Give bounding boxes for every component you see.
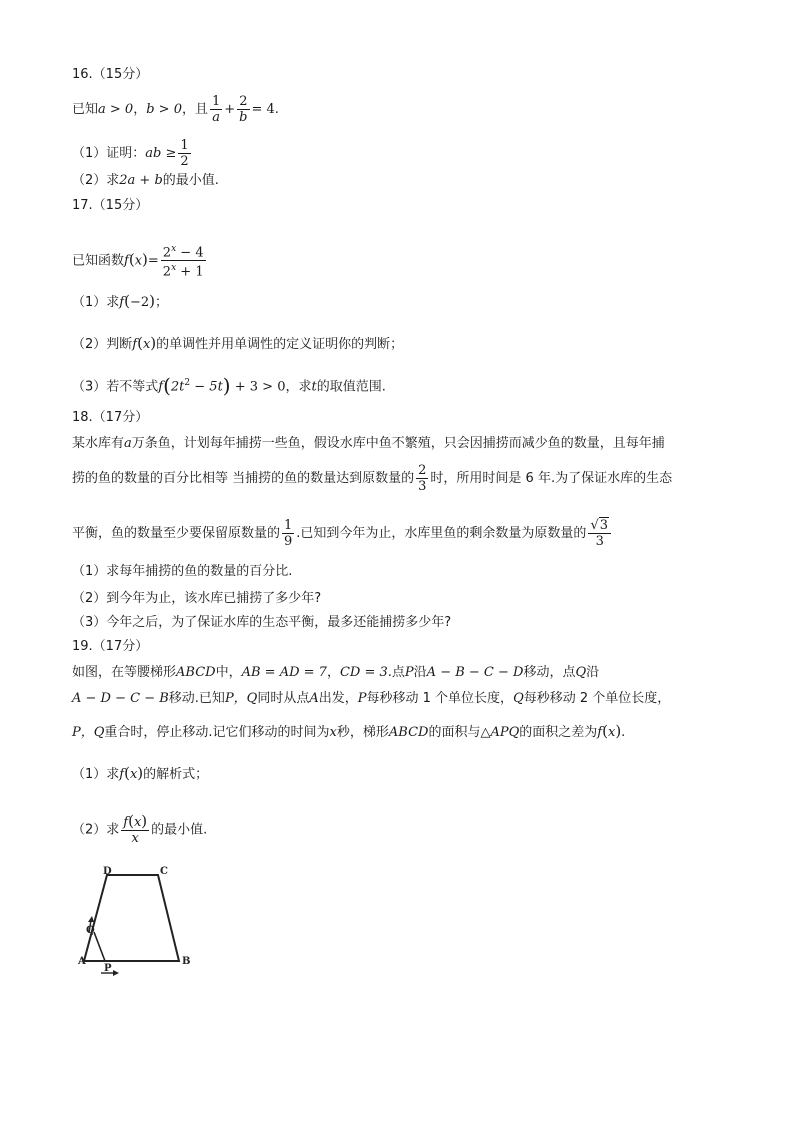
- q18-frac-sqrt3-3: [588, 518, 611, 549]
- q19-l1-f: 移动，点: [523, 665, 576, 680]
- q17-header: 17.（15分）: [72, 198, 149, 213]
- q17-p3-ineq: + 3 > 0: [230, 379, 286, 395]
- q17-p1-f: f: [119, 295, 125, 310]
- q18-header: 18.（17分）: [72, 410, 149, 425]
- q16-p1-label: （1）证明：: [72, 146, 146, 161]
- q17-numerator: [161, 242, 206, 261]
- frac-denominator: 3: [418, 479, 427, 494]
- q17-x: x: [134, 253, 143, 269]
- q18-frac-1-9: [282, 518, 294, 549]
- num-base: 2: [162, 245, 172, 261]
- den-exp: x: [171, 263, 177, 274]
- q16-header: 16.（15分）: [72, 67, 149, 82]
- q17-p3-mid: ，求: [285, 379, 312, 395]
- q16-sep2: ，且: [181, 102, 208, 117]
- q19-line1: [72, 664, 599, 682]
- q16-stem-end: .: [274, 102, 279, 117]
- q19-l1-p: P: [404, 665, 414, 680]
- q18-part1: （1）求每年捕捞的鱼的数量的百分比.: [72, 564, 293, 579]
- q18-part3: （3）今年之后，为了保证水库的生态平衡，最多还能捕捞多少年?: [72, 615, 452, 630]
- q17-p3-arg-b: − 5t: [190, 379, 223, 395]
- q16-frac-2-over-b: [237, 94, 249, 125]
- segment-pq: [94, 932, 105, 961]
- q19-p2-rest: 的最小值.: [151, 822, 208, 838]
- q19-l3-f: f: [597, 725, 603, 740]
- q17-part2: （2）判断f(x)的单调性并用单调性的定义证明你的判断；: [72, 334, 404, 352]
- num-exp: x: [171, 244, 177, 254]
- q16-p2-expr: 2a + b: [119, 173, 163, 188]
- q17-p2-rest: 的单调性并用单调性的定义证明你的判断；: [156, 337, 404, 352]
- trapezoid-abcd: [84, 875, 179, 961]
- q17-p1-end: ；: [154, 295, 168, 310]
- q16-p1-expr: ab ≥: [145, 146, 177, 161]
- frac-denominator: a: [212, 110, 220, 125]
- q19-l2-Q: Q: [513, 691, 524, 706]
- q19-l1-c: ，: [326, 665, 340, 680]
- q19-l3-abcd: ABCD: [388, 725, 429, 740]
- sqrt-radicand: 3: [599, 518, 609, 533]
- q19-p1-label: （1）求: [72, 767, 120, 782]
- frac-numerator: f(x): [123, 812, 148, 830]
- q19-l3-end: .: [621, 725, 626, 740]
- sqrt-sign: √: [590, 518, 599, 533]
- q18-line3: [72, 518, 613, 549]
- q19-part2: [72, 814, 207, 846]
- q19-p2-frac: [121, 814, 149, 846]
- q16-cond-b: b > 0: [146, 102, 182, 117]
- q17-part1: （1）求f(−2)；: [72, 292, 168, 310]
- q19-l2-A: A: [309, 691, 319, 706]
- q16-part1: [72, 138, 193, 169]
- q16-p2-suffix: 的最小值.: [162, 173, 219, 188]
- q19-l2-a: 移动.已知: [168, 691, 225, 706]
- q17-part3: （3）若不等式$f(2t^2 - 5t) + 3 > 0$，求t的取值范围.: [72, 373, 386, 398]
- den-base: 2: [162, 264, 172, 280]
- q17-p3-var: t: [311, 379, 317, 395]
- q18-frac-2-3: [416, 463, 428, 494]
- frac-numerator: 2: [418, 463, 427, 478]
- q18-line1-a: 某水库有: [72, 436, 125, 451]
- q18-part2: （2）到今年为止，该水库已捕捞了多少年?: [72, 591, 322, 606]
- q19-l1-abcd: ABCD: [176, 665, 216, 680]
- q19-l3-x: x: [329, 725, 337, 740]
- label-Q: Q: [86, 925, 95, 936]
- frac-denominator: x: [131, 831, 139, 846]
- q17-eq: =: [147, 253, 159, 269]
- q19-l3-b: 秒，梯形: [336, 725, 389, 740]
- frac-numerator: 1: [211, 94, 221, 109]
- frac-denominator: b: [239, 110, 248, 125]
- q19-l1-a: 如图，在等腰梯形: [72, 665, 177, 680]
- q19-l2-e: 每秒移动 2 个单位长度，: [523, 691, 671, 706]
- q17-stem-prefix: 已知函数: [72, 253, 125, 269]
- q18-line2: [72, 463, 672, 494]
- q18-line3-b: .已知到今年为止，水库里鱼的剩余数量为原数量的: [296, 526, 587, 541]
- q19-l2-b: 同时从点: [257, 691, 310, 706]
- q17-p1-arg: −2: [129, 295, 150, 310]
- label-C: C: [160, 866, 168, 877]
- den-rest: + 1: [176, 264, 204, 280]
- q19-l2-d: 每秒移动 1 个单位长度，: [366, 691, 514, 706]
- q19-l2-pq: P，Q: [224, 691, 258, 706]
- q17-p3-end: 的取值范围.: [316, 379, 386, 395]
- q16-sep1: ，: [133, 102, 147, 117]
- q17-function-frac: [161, 242, 206, 280]
- num-rest: − 4: [176, 245, 204, 261]
- arrow-q-head: [88, 916, 94, 922]
- label-P: P: [104, 963, 112, 974]
- q19-line2: [72, 690, 670, 708]
- q19-p1-x: x: [129, 767, 138, 782]
- q18-var-a: a: [124, 436, 132, 451]
- q19-l1-d: .点: [387, 665, 405, 680]
- q19-l1-q: Q: [575, 665, 587, 680]
- q19-l3-c: 的面积与: [428, 725, 481, 740]
- q19-l2-path2: A − D − C − B: [72, 691, 169, 706]
- num-f: f: [123, 815, 129, 830]
- q19-part1: （1）求f(x)的解析式；: [72, 764, 209, 782]
- frac-numerator: 1: [180, 138, 189, 153]
- q16-equals: = 4: [251, 102, 275, 117]
- arrow-p-head: [113, 970, 119, 976]
- q19-l2-P: P: [357, 691, 367, 706]
- q19-l1-path1: A − B − C − D: [426, 665, 524, 680]
- num-x: x: [133, 815, 142, 830]
- q17-p1-label: （1）求: [72, 295, 120, 310]
- q17-p3-arg-exp: 2: [184, 378, 191, 388]
- frac-numerator: 2: [237, 94, 249, 110]
- trapezoid-figure: [74, 860, 202, 978]
- q19-l1-eq2: CD = 3: [339, 665, 388, 680]
- q19-l3-tri: △APQ: [480, 725, 520, 740]
- q17-p2-label: （2）判断: [72, 337, 133, 352]
- q17-stem: 已知函数f(x)= $\frac{2^x - 4}{2^x + 1}$: [72, 244, 204, 280]
- label-D: D: [103, 866, 112, 877]
- q19-p1-f: f: [119, 767, 125, 782]
- q16-stem: [72, 94, 279, 125]
- q19-l3-x2: x: [607, 725, 616, 740]
- q19-header: 19.（17分）: [72, 639, 149, 654]
- q19-l1-eq1: AB = AD = 7: [241, 665, 327, 680]
- label-A: A: [78, 956, 86, 967]
- q16-p1-frac: [178, 138, 190, 169]
- frac-denominator: 2: [180, 154, 189, 169]
- q19-l1-b: 中，: [215, 665, 242, 680]
- q19-l2-c: 出发，: [318, 691, 358, 706]
- q17-p3-label: （3）若不等式: [72, 379, 159, 395]
- label-B: B: [182, 956, 191, 967]
- q17-f: f: [124, 253, 129, 269]
- frac-denominator: 9: [284, 534, 293, 549]
- q19-l3-d: 的面积之差为: [519, 725, 598, 740]
- q17-p2-f: f: [132, 337, 138, 352]
- q19-p1-rest: 的解析式；: [143, 767, 209, 782]
- q19-l1-e: 沿: [413, 665, 427, 680]
- q17-p3-arg-a: 2t: [170, 379, 185, 395]
- q19-p2-label: （2）求: [72, 822, 120, 838]
- q16-part2: [72, 172, 219, 190]
- q16-plus: +: [224, 102, 236, 117]
- frac-denominator: 3: [595, 534, 604, 549]
- q17-p2-x: x: [142, 337, 151, 352]
- q19-line3: P，Q重合时，停止移动.记它们移动的时间为x秒，梯形ABCD的面积与△APQ的面积之差为f(x).: [72, 722, 626, 740]
- q17-p3-f: f: [158, 379, 164, 395]
- q19-l3-a: 重合时，停止移动.记它们移动的时间为: [104, 725, 330, 740]
- q18-line2-b: 时，所用时间是 6 年.为了保证水库的生态: [430, 471, 673, 486]
- q17-denominator: [161, 261, 206, 279]
- q16-frac-1-over-a: [210, 94, 222, 125]
- q18-line1-b: 万条鱼，计划每年捕捞一些鱼，假设水库中鱼不繁殖，只会因捕捞而减少鱼的数量，且每年捕: [131, 436, 665, 451]
- q18-line2-a: 捞的鱼的数量的百分比相等 当捕捞的鱼的数量达到原数量的: [72, 471, 415, 486]
- q16-stem-prefix: 已知: [72, 102, 99, 117]
- q18-line1: [72, 435, 665, 453]
- q18-line3-a: 平衡，鱼的数量至少要保留原数量的: [72, 526, 281, 541]
- q16-cond-a: a > 0: [98, 102, 134, 117]
- frac-numerator: 1: [284, 518, 293, 533]
- q19-l1-g: 沿: [586, 665, 600, 680]
- q19-l3-pq: P，Q: [72, 725, 105, 740]
- frac-numerator: [588, 518, 611, 534]
- q16-p2-label: （2）求: [72, 173, 120, 188]
